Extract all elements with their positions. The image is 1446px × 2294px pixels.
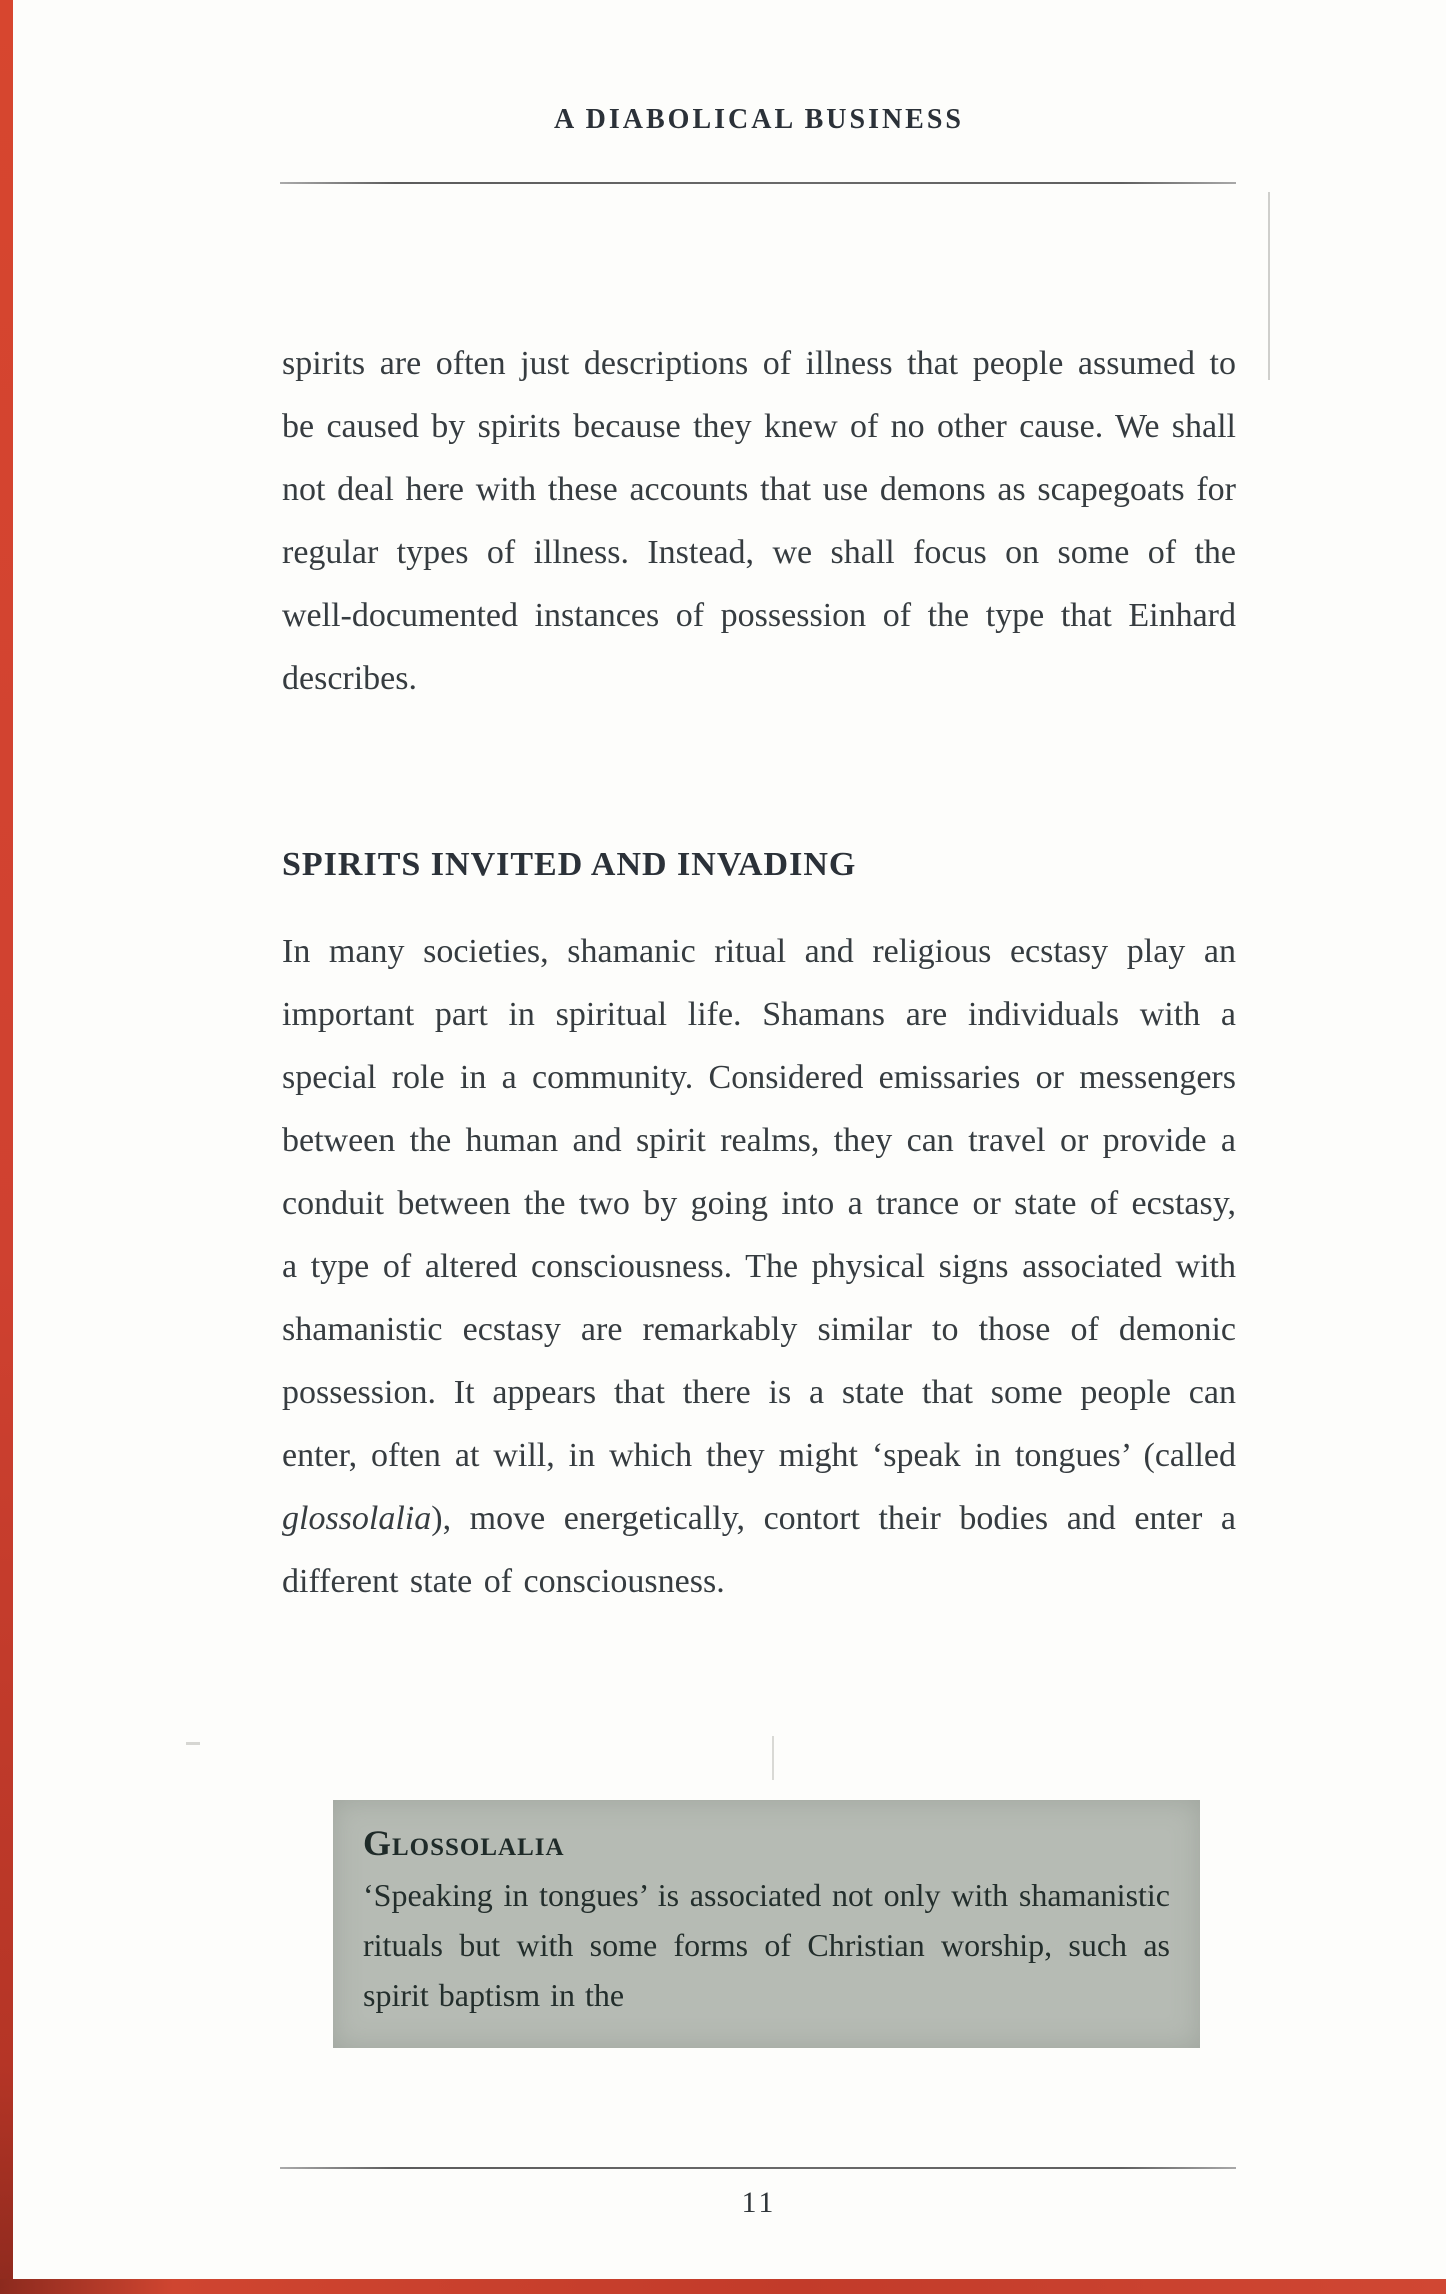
running-header: A DIABOLICAL BUSINESS (553, 104, 965, 135)
book-spine-left-edge (0, 0, 13, 2294)
paragraph-shamans-text-2: ), move energetically, contort their bodies and enter a different state of consciousness. (282, 1500, 1236, 1600)
scan-artifact-smudge (186, 1742, 200, 1745)
glossolalia-box-heading: Glossolalia (363, 1823, 565, 1863)
book-spine-bottom-edge (0, 2279, 1446, 2294)
header-rule (280, 182, 1236, 184)
section-heading: SPIRITS INVITED AND INVADING (282, 846, 857, 883)
scan-artifact-line (1268, 192, 1270, 380)
glossolalia-italic-term: glossolalia (282, 1500, 432, 1537)
footer-rule (280, 2167, 1236, 2169)
scan-artifact-tick (772, 1736, 774, 1780)
page-number: 11 (741, 2186, 777, 2219)
glossolalia-box-body: ‘Speaking in tongues’ is associated not only with shamanistic rituals but with some forms of Christian worship, such as spirit baptism in the (363, 1877, 1170, 2013)
paragraph-shamans (282, 920, 1236, 1613)
paragraph-illness: spirits are often just descriptions of illness that people assumed to be caused by spirits because they knew of no other cause. We shall not deal here with these accounts that use demons as scapegoats for regular types of illness. Instead, we shall focus on some of the well-documented instances of possession of the type that Einhard describes. (282, 345, 1236, 697)
glossolalia-sidebar-box (333, 1800, 1200, 2048)
paragraph-shamans-text-1: In many societies, shamanic ritual and religious ecstasy play an important part in spiritual life. Shamans are individuals with a special role in a community. Considered emissaries or messengers between the human and spirit realms, they can travel or provide a conduit between the two by going into a trance or state of ecstasy, a type of altered consciousness. The physical signs associated with shamanistic ecstasy are remarkably similar to those of demonic possession. It appears that there is a state that some people can enter, often at will, in which they might ‘speak in tongues’ (called (282, 933, 1236, 1474)
